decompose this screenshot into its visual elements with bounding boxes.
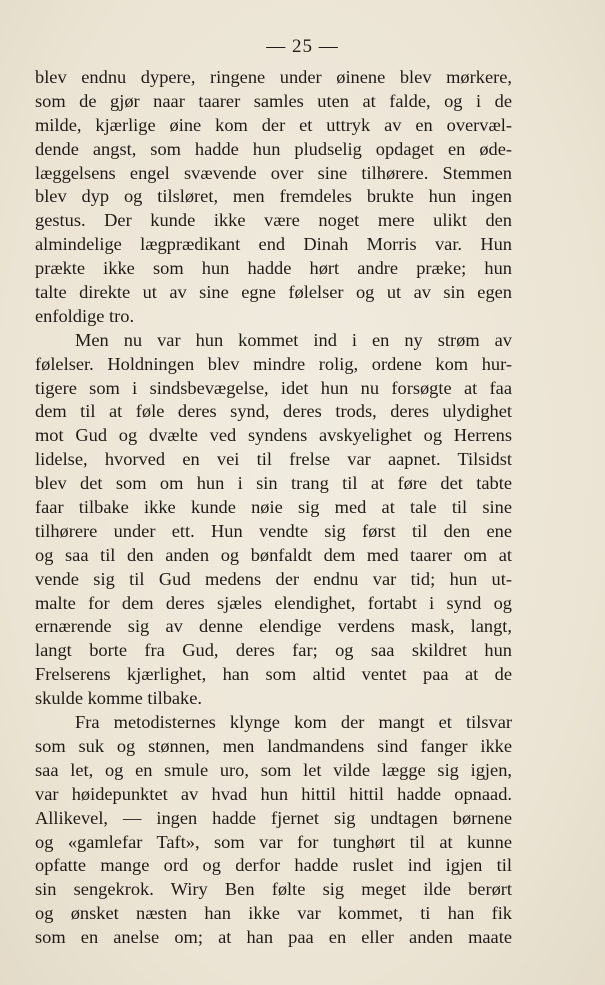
text-line: og «gamlefar Taft», som var for tunghørt til at kunne bbox=[35, 831, 512, 852]
text-line: lidelse, hvorved en vei til frelse var aapnet. Tilsidst bbox=[35, 449, 512, 470]
text-line: dem til at føle deres synd, deres trods, deres ulydighet bbox=[35, 401, 512, 422]
text-line: blev endnu dypere, ringene under øinene blev mørkere, bbox=[35, 67, 512, 87]
page-number: — 25 — bbox=[266, 36, 339, 57]
text-line: malte for dem deres sjæles elendighet, fortabt i synd og bbox=[35, 592, 512, 613]
text-line: mot Gud og dvælte ved syndens avskyelighet og Herrens bbox=[35, 425, 512, 446]
text-line: gestus. Der kunde ikke være noget mere ulikt den bbox=[35, 210, 512, 231]
text-line: tigere som i sindsbevægelse, idet hun nu forsøgte at faa bbox=[35, 377, 512, 398]
text-line: blev det som om hun i sin trang til at føre det tabte bbox=[35, 473, 512, 494]
text-line: og saa til den anden og bønfaldt dem med taarer om at bbox=[35, 544, 512, 565]
text-line: som en anelse om; at han paa en eller anden maate bbox=[35, 927, 512, 948]
paragraph bbox=[35, 66, 512, 329]
text-line: ernærende sig av denne elendige verdens mask, langt, bbox=[35, 616, 512, 637]
body-text bbox=[35, 66, 512, 950]
text-line: var høidepunktet av hvad hun hittil hittil hadde opnaad. bbox=[35, 783, 512, 804]
text-line: faar tilbake ikke kunde nøie sig med at tale til sine bbox=[35, 497, 512, 518]
text-line: Fra metodisternes klynge kom der mangt et tilsvar bbox=[75, 712, 512, 733]
text-line: opfatte mange ord og derfor hadde ruslet ind igjen til bbox=[35, 855, 512, 876]
text-line: sin sengekrok. Wiry Ben følte sig meget ilde berørt bbox=[35, 879, 512, 900]
text-line: og ønsket næsten han ikke var kommet, ti han fik bbox=[35, 903, 512, 924]
text-line: Men nu var hun kommet ind i en ny strøm av bbox=[75, 329, 512, 350]
text-line: tilhørere under ett. Hun vendte sig først til den ene bbox=[35, 520, 512, 541]
text-line: enfoldige tro. bbox=[35, 305, 135, 326]
text-line: som suk og stønnen, men landmandens sind fanger ikke bbox=[35, 735, 512, 756]
paragraph bbox=[35, 711, 512, 950]
text-line: skulde komme tilbake. bbox=[35, 688, 203, 709]
text-line: saa let, og en smule uro, som let vilde lægge sig igjen, bbox=[35, 759, 512, 780]
text-line: prækte ikke som hun hadde hørt andre præke; hun bbox=[35, 258, 512, 279]
text-line: læggelsens engel svævende over sine tilhørere. Stemmen bbox=[35, 162, 512, 183]
text-line: Allikevel, — ingen hadde fjernet sig undtagen børnene bbox=[35, 807, 512, 828]
text-line: almindelige lægprædikant end Dinah Morris var. Hun bbox=[35, 234, 512, 255]
text-line: vende sig til Gud medens der endnu var tid; hun ut- bbox=[35, 568, 512, 589]
text-line: talte direkte ut av sine egne følelser og ut av sin egen bbox=[35, 282, 512, 303]
text-line: langt borte fra Gud, deres far; og saa skildret hun bbox=[35, 640, 512, 661]
text-line: dende angst, som hadde hun pludselig opdaget en øde- bbox=[35, 138, 512, 159]
text-line: Frelserens kjærlighet, han som altid ventet paa at de bbox=[35, 664, 512, 685]
text-line: som de gjør naar taarer samles uten at falde, og i de bbox=[35, 90, 512, 111]
text-line: følelser. Holdningen blev mindre rolig, ordene kom hur- bbox=[35, 353, 512, 374]
text-line: blev dyp og tilsløret, men fremdeles brukte hun ingen bbox=[35, 186, 512, 207]
paragraph bbox=[35, 329, 512, 711]
text-line: milde, kjærlige øine kom der et uttryk av en overvæl- bbox=[35, 114, 512, 135]
